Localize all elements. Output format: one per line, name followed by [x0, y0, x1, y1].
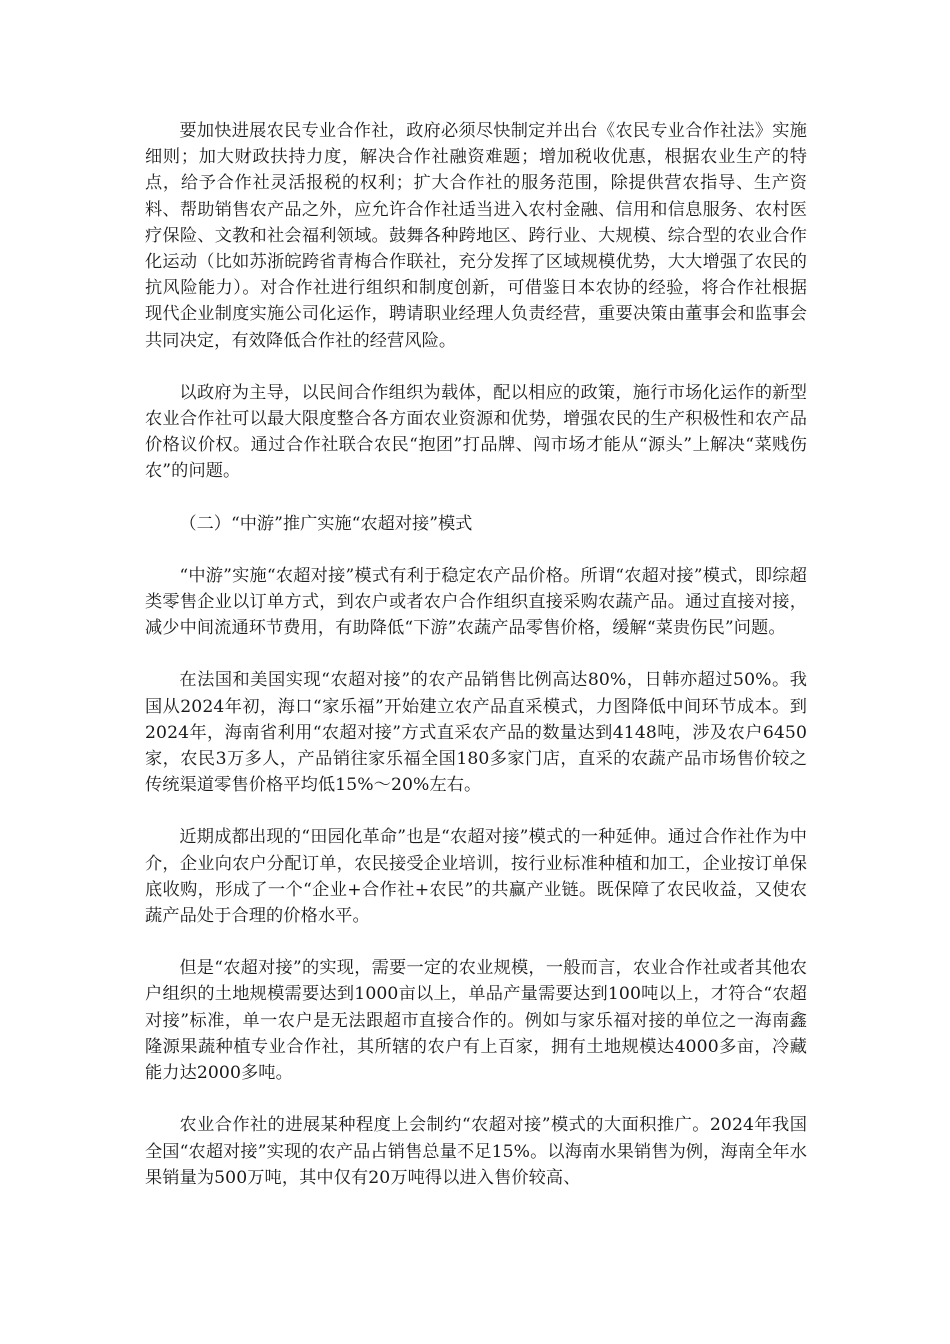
paragraph-chengdu-revolution: 近期成都出现的“田园化革命”也是“农超对接”模式的一种延伸。通过合作社作为中介，企业向农户分配订单，农民接受企业培训，按行业标准种植和加工，企业按订单保底收购，形成了一个“企业+合作社+农民”的共赢产业链。既保障了农民收益，又使农蔬产品处于合理的价格水平。 [145, 827, 807, 927]
section-heading-midstream: （二）“中游”推广实施“农超对接”模式 [179, 513, 473, 534]
paragraph-france-usa-example: 在法国和美国实现“农超对接”的农产品销售比例高达80%，日韩亦超过50%。我国从2024年初，海口“家乐福”开始建立农产品直采模式，力图降低中间环节成本。到2024年，海南省利用“农超对接”方式直采农产品的数量达到4148吨，涉及农户6450家，农民3万多人，产品销往家乐福全国180多家门店，直采的农蔬产品市场售价较之传统渠道零售价格平均低15%～20%左右。 [145, 670, 807, 796]
paragraph-cooperative-policy: 要加快进展农民专业合作社，政府必须尽快制定并出台《农民专业合作社法》实施细则；加大财政扶持力度，解决合作社融资难题；增加税收优惠，根据农业生产的特点，给予合作社灵活报税的权利；扩大合作社的服务范围，除提供营农指导、生产资料、帮助销售农产品之外，应允许合作社适当进入农村金融、信用和信息服务、农村医疗保险、文教和社会福利领域。鼓舞各种跨地区、跨行业、大规模、综合型的农业合作化运动（比如苏浙皖跨省青梅合作联社，充分发挥了区域规模优势，大大增强了农民的抗风险能力）。对合作社进行组织和制度创新，可借鉴日本农协的经验，将合作社根据现代企业制度实施公司化运作，聘请职业经理人负责经营，重要决策由董事会和监事会共同决定，有效降低合作社的经营风险。 [145, 121, 807, 351]
paragraph-hainan-fruit: 农业合作社的进展某种程度上会制约“农超对接”模式的大面积推广。2024年我国全国“农超对接”实现的农产品占销售总量不足15%。以海南水果销售为例，海南全年水果销量为500万吨，其中仅有20万吨得以进入售价较高、 [145, 1115, 807, 1188]
paragraph-scale-requirement: 但是“农超对接”的实现，需要一定的农业规模，一般而言，农业合作社或者其他农户组织的土地规模需要达到1000亩以上，单品产量需要达到100吨以上，才符合“农超对接”标准，单一农户是无法跟超市直接合作的。例如与家乐福对接的单位之一海南鑫隆源果蔬种植专业合作社，其所辖的农户有上百家，拥有土地规模达4000多亩，冷藏能力达2000多吨。 [145, 958, 807, 1084]
document-page [145, 118, 807, 1191]
paragraph-government-led: 以政府为主导，以民间合作组织为载体，配以相应的政策，施行市场化运作的新型农业合作社可以最大限度整合各方面农业资源和优势，增强农民的生产积极性和农产品价格议价权。通过合作社联合农民“抱团”打品牌、闯市场才能从“源头”上解决“菜贱伤农”的问题。 [145, 382, 807, 482]
paragraph-farm-supermarket-model: “中游”实施“农超对接”模式有利于稳定农产品价格。所谓“农超对接”模式，即综超类零售企业以订单方式，到农户或者农户合作组织直接采购农蔬产品。通过直接对接，减少中间流通环节费用，有助降低“下游”农蔬产品零售价格，缓解“菜贵伤民”问题。 [145, 565, 807, 639]
